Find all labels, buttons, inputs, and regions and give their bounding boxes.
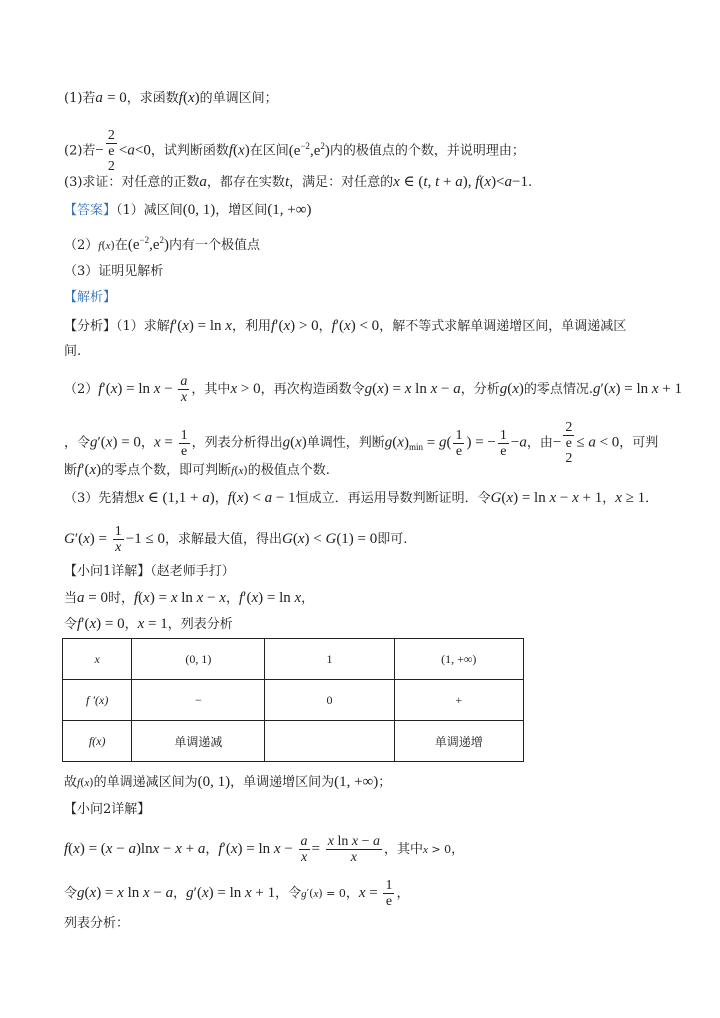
answer-tag: 【答案】 bbox=[64, 203, 117, 218]
q2-detail-line-3: 列表分析： bbox=[64, 916, 130, 931]
question-2: (2)若− 2 e 2 <a<0，试判断函数f(x)在区间$(e^{-2},e^2)$内的极值点的个数，并说明理由； bbox=[64, 128, 525, 174]
table-row bbox=[63, 680, 524, 721]
q1-detail-line-2: 令f′(x) = 0，x = 1，列表分析 bbox=[64, 616, 233, 632]
analysis-line-2: （2）f′(x) = ln x − $\frac{a}{x}$ ，其中x > 0，再次构造函数令g(x) = x ln x − a，分析g(x)的零点情况.g′(x) = ln x + 1 bbox=[64, 374, 683, 405]
q2-detail-title: 【小问2详解】 bbox=[64, 802, 151, 817]
analysis-line-1: 【分析】（1）求解f′(x) = ln x，利用f′(x) > 0，f′(x) < 0，解不等式求解单调递增区间，单调递减区 bbox=[64, 318, 627, 334]
table-cell: − bbox=[132, 680, 265, 721]
q1-detail-title: 【小问1详解】（赵老师手打） bbox=[64, 564, 235, 579]
q2-detail-line-1: f(x) = (x − a)lnx − x + a，f′(x) = ln x − $\frac{a}{x}$ = $\frac{\text{x ln x − a}}{x}$ ，其中x > 0， bbox=[64, 834, 465, 865]
question-3: (3)求证：对任意的正数a，都存在实数t，满足：对任意的x ∈ (t, t + a), f(x)<a−1. bbox=[64, 174, 533, 190]
table-cell: 单调递增 bbox=[394, 721, 523, 762]
table-cell: (1, +∞) bbox=[394, 639, 523, 680]
table-cell: 单调递减 bbox=[132, 721, 265, 762]
table-cell: x bbox=[63, 639, 132, 680]
table-cell: f(x) bbox=[63, 721, 132, 762]
analysis-line-3: ，令g′(x) = 0，x = $\frac{1}{e}$ ，列表分析得出g(x)单调性，判断$g(x)_{min} = g$( $\frac{1}{e}$ ) = − $\frac{1}{e}$ −a，由− 2 e 2 ≤ a < 0，可判 bbox=[64, 420, 659, 466]
table-cell: 1 bbox=[265, 639, 394, 680]
table-row bbox=[63, 721, 524, 762]
analysis-tag: 【解析】 bbox=[64, 290, 117, 305]
table-cell: + bbox=[394, 680, 523, 721]
q1-conclusion: 故f(x)的单调递减区间为(0, 1)，单调递增区间为(1, +∞)； bbox=[64, 774, 392, 790]
q1-detail-line-1: 当a = 0时，f(x) = x ln x − x，f′(x) = ln x， bbox=[64, 590, 315, 606]
answer-line-1: 【答案】（1）减区间(0, 1)，增区间(1, +∞) bbox=[64, 202, 312, 218]
analysis-line-4: 断f′(x)的零点个数，即可判断f(x)的极值点个数. bbox=[64, 462, 330, 478]
answer-line-2: （2）f(x)在$(e^{-2},e^2)$内有一个极值点 bbox=[64, 235, 261, 253]
question-1: (1)若a = 0，求函数f(x)的单调区间； bbox=[64, 90, 278, 106]
analysis-line-1b: 间. bbox=[64, 344, 82, 359]
table-cell: (0, 1) bbox=[132, 639, 265, 680]
table-cell: 0 bbox=[265, 680, 394, 721]
sign-table bbox=[62, 638, 524, 762]
answer-line-3: （3）证明见解析 bbox=[64, 264, 164, 279]
q2-detail-line-2: 令g(x) = x ln x − a，g′(x) = ln x + 1，令g′(x) = 0，x = $\frac{1}{e}$ ， bbox=[64, 878, 410, 909]
analysis-line-6: G′(x) = $\frac{1}{x}$ −1 ≤ 0，求解最大值，得出G(x) < G(1) = 0即可. bbox=[64, 524, 408, 555]
table-cell bbox=[265, 721, 394, 762]
analysis-line-5: （3）先猜想x ∈ (1,1 + a)，f(x) < a − 1恒成立．再运用导数判断证明．令G(x) = ln x − x + 1，x ≥ 1． bbox=[64, 490, 659, 506]
table-row bbox=[63, 639, 524, 680]
table-cell: f ′(x) bbox=[63, 680, 132, 721]
